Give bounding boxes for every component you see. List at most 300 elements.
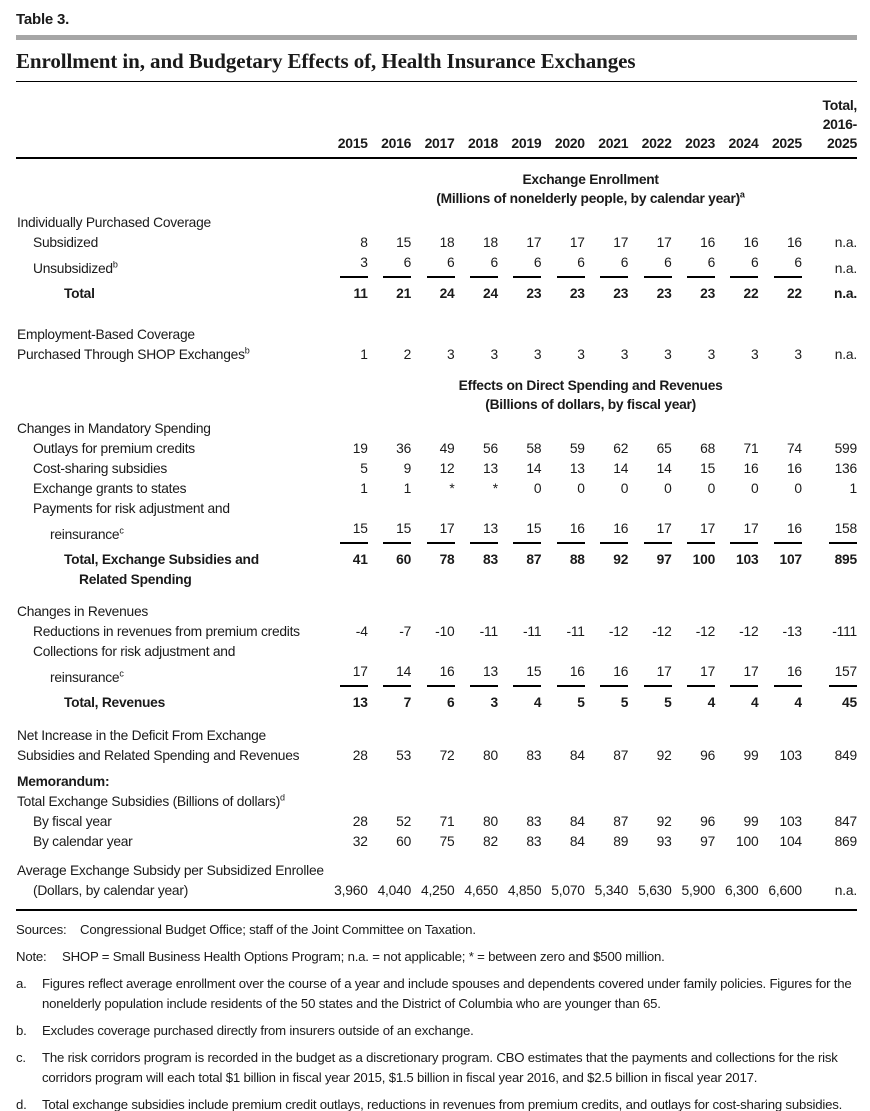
table-cell: 96 [700, 814, 716, 829]
table-cell: 15 [396, 235, 412, 250]
table-cell: 13 [352, 695, 368, 710]
table-cell [802, 861, 857, 881]
table-cell: 5 [620, 695, 629, 710]
table-cell: 1 [403, 481, 412, 496]
total-header-line: Total, [822, 97, 857, 113]
table-cell: 17 [672, 662, 715, 688]
footnote-letter: b. [16, 1023, 27, 1038]
table-cell: 13 [482, 461, 498, 476]
section-header-row [16, 158, 857, 213]
section-title: Effects on Direct Spending and Revenues (Billions of dollars, by fiscal year) [458, 378, 723, 412]
table-cell: 72 [439, 748, 455, 763]
table-cell [368, 602, 411, 622]
table-cell: 5 [664, 695, 672, 710]
table-cell: 14 [656, 461, 672, 476]
table-cell: 4 [794, 695, 802, 710]
table-cell: 5,900 [681, 883, 716, 898]
table-cell [715, 499, 758, 519]
footnote-text: Excludes coverage purchased directly from insurers outside of an exchange. [42, 1023, 474, 1038]
table-cell: 92 [613, 552, 629, 567]
table-cell: 56 [482, 441, 498, 456]
table-cell: 13 [569, 461, 585, 476]
table-cell: 6 [447, 695, 455, 710]
total-column-header [802, 82, 857, 158]
table-cell: 103 [736, 552, 759, 567]
table-cell: 4,650 [464, 883, 498, 898]
table-cell [672, 419, 715, 439]
table-cell: 17 [324, 662, 367, 688]
table-cell: 1 [360, 481, 368, 496]
table-cell [585, 570, 628, 590]
table-cell [715, 642, 758, 662]
table-cell: 23 [526, 286, 542, 301]
table-cell: 68 [700, 441, 716, 456]
table-cell: 87 [613, 748, 629, 763]
table-cell [411, 499, 454, 519]
section-title: Exchange Enrollment (Millions of nonelderly people, by calendar year)$^a$ [436, 172, 745, 206]
table-cell [411, 726, 454, 746]
table-cell: 99 [743, 814, 759, 829]
table-cell [411, 642, 454, 662]
table-cell: * [449, 481, 455, 496]
table-cell: -12 [695, 624, 716, 639]
table-cell [411, 602, 454, 622]
table-cell: 5,070 [551, 883, 585, 898]
table-cell: 83 [526, 834, 542, 849]
table-cell [541, 325, 584, 345]
table-cell [802, 419, 857, 439]
table-cell: 4 [707, 695, 716, 710]
table-cell: 6 [541, 253, 584, 279]
table-cell [498, 213, 541, 233]
year-column-header: 2025 [758, 82, 801, 158]
table-cell: 0 [794, 481, 802, 496]
table-cell: 3 [707, 347, 716, 362]
table-cell: 0 [533, 481, 542, 496]
table-cell: 75 [439, 834, 455, 849]
table-cell [715, 213, 758, 233]
table-cell [758, 570, 801, 590]
table-cell: 1 [360, 347, 368, 362]
section-header-row [16, 365, 857, 419]
row-label: Related Spending [79, 572, 192, 587]
table-row [16, 325, 857, 345]
table-cell: -12 [739, 624, 759, 639]
table-row [16, 439, 857, 459]
table-cell [628, 861, 671, 881]
table-cell: 4,850 [507, 883, 542, 898]
table-cell [715, 602, 758, 622]
table-cell [758, 772, 801, 792]
table-cell: 22 [743, 286, 759, 301]
table-cell: 5,340 [594, 883, 629, 898]
spacer-row [16, 901, 857, 910]
table-row [16, 279, 857, 304]
table-row [16, 642, 857, 662]
year-column-header: 2022 [628, 82, 671, 158]
table-cell [758, 726, 801, 746]
footnote-b [16, 1021, 857, 1041]
table-row [16, 602, 857, 622]
table-cell: 18 [439, 235, 455, 250]
divider-bar-top [16, 35, 857, 40]
table-cell [715, 792, 758, 812]
table-cell [324, 726, 367, 746]
table-cell [498, 861, 541, 881]
table-cell: 6 [672, 253, 715, 279]
table-cell: 0 [707, 481, 716, 496]
table-cell: 24 [482, 286, 498, 301]
year-column-header: 2020 [541, 82, 584, 158]
table-cell: 80 [482, 748, 498, 763]
table-cell [368, 772, 411, 792]
table-cell [541, 602, 584, 622]
table-cell: 60 [396, 834, 412, 849]
table-cell [324, 213, 367, 233]
table-cell [411, 570, 454, 590]
table-cell: 6 [498, 253, 541, 279]
table-cell: 16 [585, 662, 628, 688]
table-cell: 5,630 [638, 883, 672, 898]
table-cell [628, 499, 671, 519]
table-cell [802, 772, 857, 792]
table-cell [455, 772, 498, 792]
table-row [16, 519, 857, 545]
table-cell: 21 [396, 286, 412, 301]
table-cell: 17 [411, 519, 454, 545]
table-title: Enrollment in, and Budgetary Effects of, Health Insurance Exchanges [16, 49, 636, 73]
table-cell [411, 792, 454, 812]
table-cell: 24 [439, 286, 455, 301]
table-cell: 17 [656, 235, 672, 250]
table-cell: n.a. [834, 347, 857, 362]
table-cell: 84 [569, 748, 585, 763]
table-cell [324, 772, 367, 792]
table-cell [455, 419, 498, 439]
table-cell: 4 [750, 695, 759, 710]
table-cell: 15 [700, 461, 716, 476]
table-cell [411, 772, 454, 792]
note-line [16, 947, 857, 967]
table-cell: 92 [656, 748, 672, 763]
table-cell [585, 213, 628, 233]
table-cell: -12 [608, 624, 629, 639]
table-cell: 17 [613, 235, 629, 250]
row-label: Total [64, 286, 95, 301]
spacer-cell [16, 852, 857, 861]
table-cell [802, 213, 857, 233]
table-cell [324, 570, 367, 590]
table-cell: 3 [577, 347, 585, 362]
table-cell [411, 861, 454, 881]
table-cell: 6 [368, 253, 411, 279]
footnote-text: Total exchange subsidies include premium credit outlays, reductions in revenues from premium credits, and outlays for cost-sharing subsidies. [42, 1097, 843, 1111]
table-cell: 74 [786, 441, 802, 456]
table-cell [758, 602, 801, 622]
table-cell: -11 [566, 624, 585, 639]
table-cell [324, 642, 367, 662]
row-label: By calendar year [33, 834, 133, 849]
table-cell [628, 570, 671, 590]
table-cell [498, 642, 541, 662]
table-number: Table 3. [16, 11, 70, 28]
table-cell: 4,250 [420, 883, 455, 898]
table-cell: 157 [802, 662, 857, 688]
table-cell: 107 [779, 552, 802, 567]
table-cell [758, 213, 801, 233]
table-cell: 1 [849, 481, 857, 496]
table-cell [802, 570, 857, 590]
table-cell: 78 [439, 552, 455, 567]
table-cell [541, 726, 584, 746]
table-cell: 17 [672, 519, 715, 545]
table-cell: 6,600 [768, 883, 802, 898]
table-cell [628, 772, 671, 792]
table-cell: 16 [585, 519, 628, 545]
table-row [16, 479, 857, 499]
table-cell [758, 642, 801, 662]
table-cell: 5 [577, 695, 585, 710]
table-cell: 17 [569, 235, 585, 250]
table-cell [802, 602, 857, 622]
table-cell: 14 [526, 461, 542, 476]
row-label: Memorandum: [17, 774, 110, 789]
table-cell [715, 419, 758, 439]
table-cell: 23 [613, 286, 629, 301]
table-cell [585, 726, 628, 746]
table-row [16, 812, 857, 832]
sources-line [16, 920, 857, 940]
table-cell [585, 499, 628, 519]
table-cell: 16 [786, 235, 802, 250]
table-cell: 13 [455, 662, 498, 688]
table-row [16, 746, 857, 766]
table-cell: 5 [360, 461, 368, 476]
table-row [16, 459, 857, 479]
footnote-letter: c. [16, 1050, 26, 1065]
table-cell: 28 [352, 814, 368, 829]
table-cell: 2 [403, 347, 412, 362]
table-cell: 87 [526, 552, 542, 567]
table-cell: 6 [715, 253, 758, 279]
table-cell: 83 [526, 814, 542, 829]
table-row [16, 861, 857, 881]
row-label: Individually Purchased Coverage [17, 215, 211, 230]
table-cell: 99 [743, 748, 759, 763]
table-cell: 97 [656, 552, 672, 567]
table-cell [541, 499, 584, 519]
table-cell: 32 [352, 834, 368, 849]
table-cell [802, 325, 857, 345]
table-cell: 6 [455, 253, 498, 279]
spacer-cell [16, 713, 857, 726]
table-row [16, 213, 857, 233]
table-cell: 28 [352, 748, 368, 763]
table-cell [541, 792, 584, 812]
row-label: Collections for risk adjustment and [33, 644, 236, 659]
table-cell: 136 [834, 461, 857, 476]
data-table [16, 82, 857, 911]
row-label: Exchange grants to states [33, 481, 187, 496]
row-label: Cost-sharing subsidies [33, 461, 168, 476]
table-cell [628, 325, 671, 345]
table-cell: 895 [834, 552, 857, 567]
table-cell [672, 213, 715, 233]
table-cell [672, 325, 715, 345]
table-row [16, 545, 857, 570]
table-cell [324, 499, 367, 519]
year-column-header: 2023 [672, 82, 715, 158]
table-cell [368, 861, 411, 881]
table-cell: 19 [352, 441, 368, 456]
table-cell [758, 325, 801, 345]
table-cell: 3 [324, 253, 367, 279]
table-cell [498, 792, 541, 812]
footnote-text: The risk corridors program is recorded in the budget as a discretionary program. CBO estimates that the payments and collections for the risk corridors program will each total $1 billion in fiscal year 2015, $1.5 billion in fiscal year 2016, and $2.5 billion in fiscal year 2017. [42, 1050, 838, 1085]
table-cell: 100 [692, 552, 716, 567]
table-cell: n.a. [834, 286, 857, 301]
table-cell: 17 [526, 235, 542, 250]
table-cell: 0 [664, 481, 672, 496]
table-cell: 3 [533, 347, 542, 362]
table-cell: 45 [842, 695, 857, 710]
table-cell: -111 [832, 624, 857, 639]
table-row [16, 772, 857, 792]
row-label: Employment-Based Coverage [17, 327, 195, 342]
table-cell [498, 726, 541, 746]
table-cell: 17 [715, 519, 758, 545]
table-cell: 6 [758, 253, 801, 279]
spacer-row [16, 852, 857, 861]
table-cell: 12 [439, 461, 455, 476]
table-cell [672, 499, 715, 519]
footnote-d [16, 1095, 857, 1111]
table-cell: n.a. [834, 883, 857, 898]
table-cell: -11 [479, 624, 498, 639]
year-column-header: 2016 [368, 82, 411, 158]
table-cell: 23 [700, 286, 716, 301]
note-label: Note: [16, 949, 47, 964]
table-cell: 58 [526, 441, 542, 456]
spacer-cell [16, 304, 857, 325]
table-cell: 3 [664, 347, 672, 362]
table-cell: 80 [482, 814, 498, 829]
table-cell: 3,960 [334, 883, 368, 898]
table-cell: 83 [482, 552, 498, 567]
table-row [16, 622, 857, 642]
table-cell [628, 726, 671, 746]
table-cell [585, 602, 628, 622]
table-cell: 16 [786, 461, 802, 476]
table-cell [585, 325, 628, 345]
table-cell: 6 [585, 253, 628, 279]
table-cell [541, 642, 584, 662]
table-cell [672, 792, 715, 812]
table-cell [324, 792, 367, 812]
table-cell: 6,300 [724, 883, 759, 898]
table-cell: 15 [498, 519, 541, 545]
table-cell: 92 [656, 814, 672, 829]
year-column-header: 2018 [455, 82, 498, 158]
empty-cell [16, 158, 324, 213]
sources-text: Congressional Budget Office; staff of the Joint Committee on Taxation. [80, 922, 476, 937]
table-cell [628, 602, 671, 622]
row-label: (Dollars, by calendar year) [33, 883, 189, 898]
table-cell [368, 642, 411, 662]
year-column-header: 2015 [324, 82, 367, 158]
table-cell [411, 213, 454, 233]
table-cell [585, 419, 628, 439]
table-cell: 41 [352, 552, 368, 567]
table-cell [455, 792, 498, 812]
row-label: Payments for risk adjustment and [33, 501, 230, 516]
table-cell [715, 861, 758, 881]
spacer-row [16, 304, 857, 325]
footnote-c [16, 1048, 857, 1088]
table-cell [368, 499, 411, 519]
table-row [16, 832, 857, 852]
table-cell: 62 [613, 441, 629, 456]
table-cell [585, 792, 628, 812]
table-cell: 88 [569, 552, 585, 567]
table-cell [455, 570, 498, 590]
table-cell: 13 [455, 519, 498, 545]
row-label: Total, Exchange Subsidies and [64, 552, 259, 567]
table-cell [541, 419, 584, 439]
table-row [16, 688, 857, 713]
table-cell [324, 602, 367, 622]
table-row [16, 233, 857, 253]
table-cell: 0 [577, 481, 585, 496]
row-label: Total, Revenues [64, 695, 166, 710]
table-cell: 3 [620, 347, 629, 362]
table-cell: 100 [736, 834, 759, 849]
table-cell [541, 570, 584, 590]
table-cell: 6 [411, 253, 454, 279]
table-row [16, 570, 857, 590]
table-cell [628, 419, 671, 439]
table-cell [455, 726, 498, 746]
table-cell: 847 [834, 814, 857, 829]
footnote-letter: a. [16, 976, 27, 991]
table-cell [368, 726, 411, 746]
column-header-row [16, 82, 857, 158]
table-cell [715, 325, 758, 345]
row-label: Total Exchange Subsidies (Billions of dollars)$^d$ [17, 792, 286, 809]
table-cell [802, 499, 857, 519]
table-cell: 15 [368, 519, 411, 545]
table-row [16, 792, 857, 812]
table-row [16, 419, 857, 439]
table-body [16, 158, 857, 910]
table-cell: 3 [794, 347, 802, 362]
spacer-row [16, 590, 857, 602]
empty-header-cell [16, 82, 324, 158]
table-cell [368, 570, 411, 590]
year-column-header: 2024 [715, 82, 758, 158]
spacer-cell [16, 590, 857, 602]
table-cell [672, 642, 715, 662]
table-cell [455, 861, 498, 881]
table-cell [585, 642, 628, 662]
table-cell [672, 602, 715, 622]
table-cell [758, 792, 801, 812]
table-cell [541, 213, 584, 233]
table-cell [498, 325, 541, 345]
table-cell [498, 419, 541, 439]
note-text: SHOP = Small Business Health Options Program; n.a. = not applicable; * = between zero and $500 million. [62, 949, 665, 964]
table-cell [672, 726, 715, 746]
